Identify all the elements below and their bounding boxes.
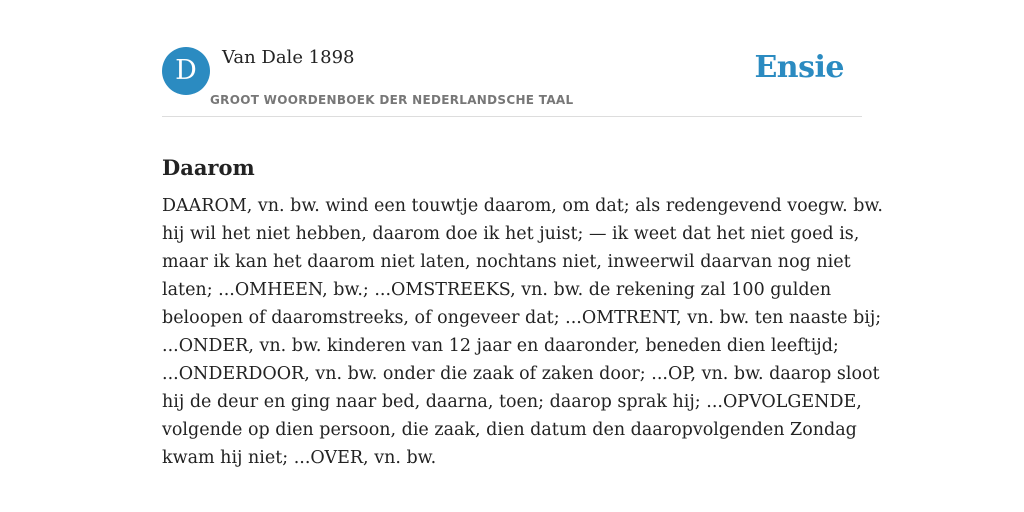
definition-line: maar ik kan het daarom niet laten, nochtans niet, inweerwil daarvan nog niet bbox=[162, 252, 851, 272]
source-subtitle: GROOT WOORDENBOEK DER NEDERLANDSCHE TAAL bbox=[210, 93, 574, 107]
ensie-logo[interactable]: Ensie bbox=[754, 50, 844, 85]
definition-line: beloopen of daaromstreeks, of ongeveer dat; ...OMTRENT, vn. bw. ten naaste bij; bbox=[162, 308, 882, 328]
definition-line: hij wil het niet hebben, daarom doe ik het juist; — ik weet dat het niet goed is, bbox=[162, 224, 860, 244]
source-title[interactable]: Van Dale 1898 bbox=[222, 47, 355, 68]
entry-title: Daarom bbox=[162, 155, 255, 181]
entry-definition bbox=[162, 192, 883, 472]
definition-line: DAAROM, vn. bw. wind een touwtje daarom, om dat; als redengevend voegw. bw. bbox=[162, 196, 883, 216]
definition-line: kwam hij niet; ...OVER, vn. bw. bbox=[162, 448, 437, 468]
definition-line: hij de deur en ging naar bed, daarna, toen; daarop sprak hij; ...OPVOLGENDE, bbox=[162, 392, 862, 412]
definition-line: ...ONDER, vn. bw. kinderen van 12 jaar en daaronder, beneden dien leeftijd; bbox=[162, 336, 839, 356]
definition-line: laten; ...OMHEEN, bw.; ...OMSTREEKS, vn. bw. de rekening zal 100 gulden bbox=[162, 280, 832, 300]
definition-line: volgende op dien persoon, die zaak, dien datum den daaropvolgenden Zondag bbox=[162, 420, 857, 440]
source-avatar[interactable]: D bbox=[162, 47, 210, 95]
definition-line: ...ONDERDOOR, vn. bw. onder die zaak of zaken door; ...OP, vn. bw. daarop sloot bbox=[162, 364, 880, 384]
header bbox=[162, 46, 862, 117]
